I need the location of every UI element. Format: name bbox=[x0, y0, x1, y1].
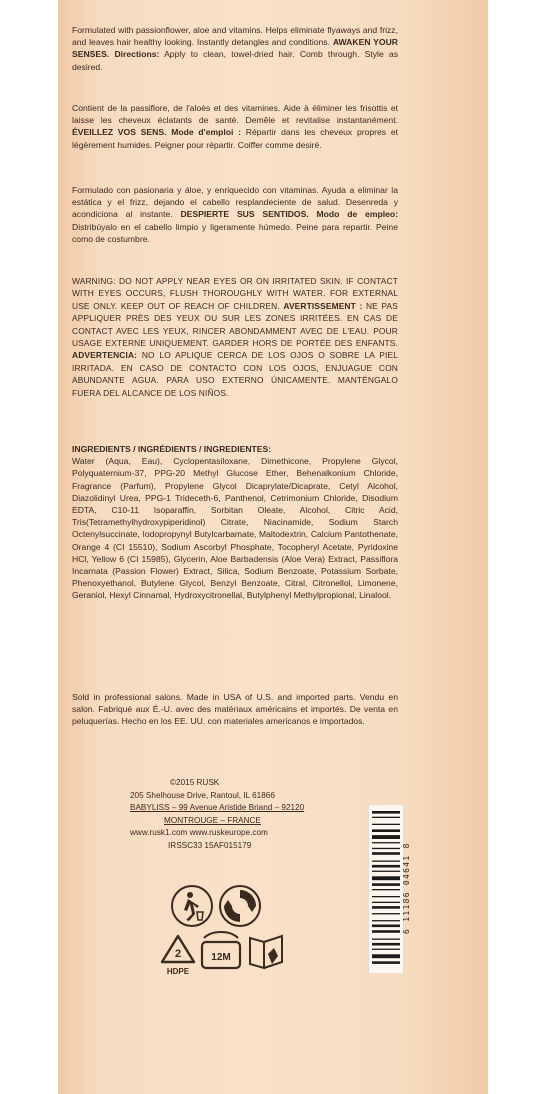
tidyman-icon bbox=[170, 884, 214, 933]
sold-statement: Sold in professional salons. Made in USA of U.S. and imported parts. Vendu en salon. Fabriqué aux É.-U. avec des matériaux américains et importés. De venta en peluquerías. Hecho en los EE. UU. con materiales americanos e importados. bbox=[72, 692, 398, 727]
manufacturer-address bbox=[130, 777, 360, 853]
address-line-3: MONTROUGE – FRANCE bbox=[164, 815, 261, 825]
recycle-code: 2 bbox=[174, 948, 182, 960]
ingredients-heading: INGREDIENTS / INGRÉDIENTS / INGREDIENTES: bbox=[72, 444, 272, 454]
recycle-hdpe-icon bbox=[158, 932, 198, 983]
warning-block: WARNING: DO NOT APPLY NEAR EYES OR ON IRRITATED SKIN. IF CONTACT WITH EYES OCCURS, FLUSH THOROUGHLY WITH WATER. FOR EXTERNAL USE ONLY. KEEP OUT OF REACH OF CHILDREN. AVERTISSEMENT : NE PAS APPLIQUER PRÈS DES YEUX OU SUR LES ZONES IRRITÉES. EN CAS DE CONTACT AVEC LES YEUX, RINCER ABONDAMMENT AVEC DE L'EAU. POUR USAGE EXTERNE UNIQUEMENT. GARDER HORS DE PORTÉE DES ENFANTS. ADVERTENCIA: NO LO APLIQUE CERCA DE LOS OJOS O SOBRE LA PIEL IRRITADA. EN CASO DE CONTACTO CON LOS OJOS, ENJUAGUE CON ABUNDANTE AGUA. PARA USO EXTERNO ÚNICAMENTE. MANTÉNGALO FUERA DEL ALCANCE DE LOS NIÑOS. bbox=[72, 276, 399, 398]
address-line-2: BABYLISS – 99 Avenue Aristide Briand – 92120 bbox=[130, 803, 305, 813]
read-leaflet-icon bbox=[244, 928, 290, 979]
green-dot-icon bbox=[218, 884, 262, 933]
pao-jar-icon bbox=[196, 928, 246, 979]
websites: www.rusk1.com www.ruskeurope.com bbox=[130, 828, 268, 838]
pao-label: 12M bbox=[211, 952, 231, 963]
ingredients-block bbox=[72, 443, 398, 602]
french-description: Contient de la passiflore, de l'aloès et des vitamines. Aide à éliminer les frisottis et laisse les cheveux éclatants de santé. Demêle et revitalise instantanément. ÉVEILLEZ VOS SENS. Mode d'emploi : Répartir dans les cheveux propres et légèrement humides. Peigner pour répartir. Coiffer comme desiré. bbox=[72, 103, 399, 150]
copyright: ©2015 RUSK bbox=[170, 778, 220, 787]
batch-codes: IRSSC33 15AF015179 bbox=[168, 840, 252, 850]
barcode bbox=[368, 804, 404, 974]
english-description: Formulated with passionflower, aloe and vitamins. Helps eliminate flyaways and frizz, and leaves hair healthy looking. Instantly detangles and conditions. AWAKEN YOUR SENSES. Directions: Apply to clean, towel-dried hair. Comb through. Style as desired. bbox=[72, 25, 399, 72]
barcode-bars bbox=[372, 811, 400, 967]
address-line-1: 205 Shelhouse Drive, Rantoul, IL 61866 bbox=[130, 790, 275, 800]
spanish-description: Formulado con pasionaria y áloe, y enriquecido con vitaminas. Ayuda a eliminar la estática y el frizz, dejando el cabello resplandeciente de salud. Desenreda y acondiciona al instante. DESPIERTE SUS SENTIDOS. Modo de empleo: Distribúyalo en el cabello limpio y ligeramente húmedo. Peine para repartir. Peine como de costumbre. bbox=[72, 185, 398, 244]
ingredients-list: Water (Aqua, Eau), Cyclopentasiloxane, Dimethicone, Propylene Glycol, Polyquaternium-37, PPG-20 Methyl Glucose Ether, Behenalkonium Chloride, Fragrance (Parfum), Propylene Glycol Dicaprylate/Dicaprate, Cetyl Alcohol, Diazolidinyl Urea, PPG-1 Trideceth-6, Panthenol, Cetrimonium Chloride, Disodium EDTA, C10-11 Isoparaffin, Sorbitan Oleate, Alcohol, Citric Acid, Tris(Tetramethylhydroxypiperidinol) Citrate, Niacinamide, Sodium Starch Octenylsuccinate, Iodopropynyl Butylcarbamate, Maltodextrin, Calcium Pantothenate, Orange 4 (CI 15510), Sodium Ascorbyl Phosphate, Tocopheryl Acetate, Pyridoxine HCl, Yellow 6 (CI 15985), Glycerin, Aloe Barbadensis (Aloe Vera) Extract, Passiflora Incarnata (Passion Flower) Extract, Silica, Sodium Benzoate, Potassium Sorbate, Phenoxyethanol, Butylene Glycol, Benzyl Benzoate, Citral, Citronellol, Limonene, Geraniol, Hexyl Cinnamal, Hydroxycitronellal, Butylphenyl Methylpropional, Linalool. bbox=[72, 456, 398, 601]
barcode-number: 6 11186 04641 8 bbox=[402, 842, 411, 934]
recycle-material: HDPE bbox=[166, 967, 190, 976]
